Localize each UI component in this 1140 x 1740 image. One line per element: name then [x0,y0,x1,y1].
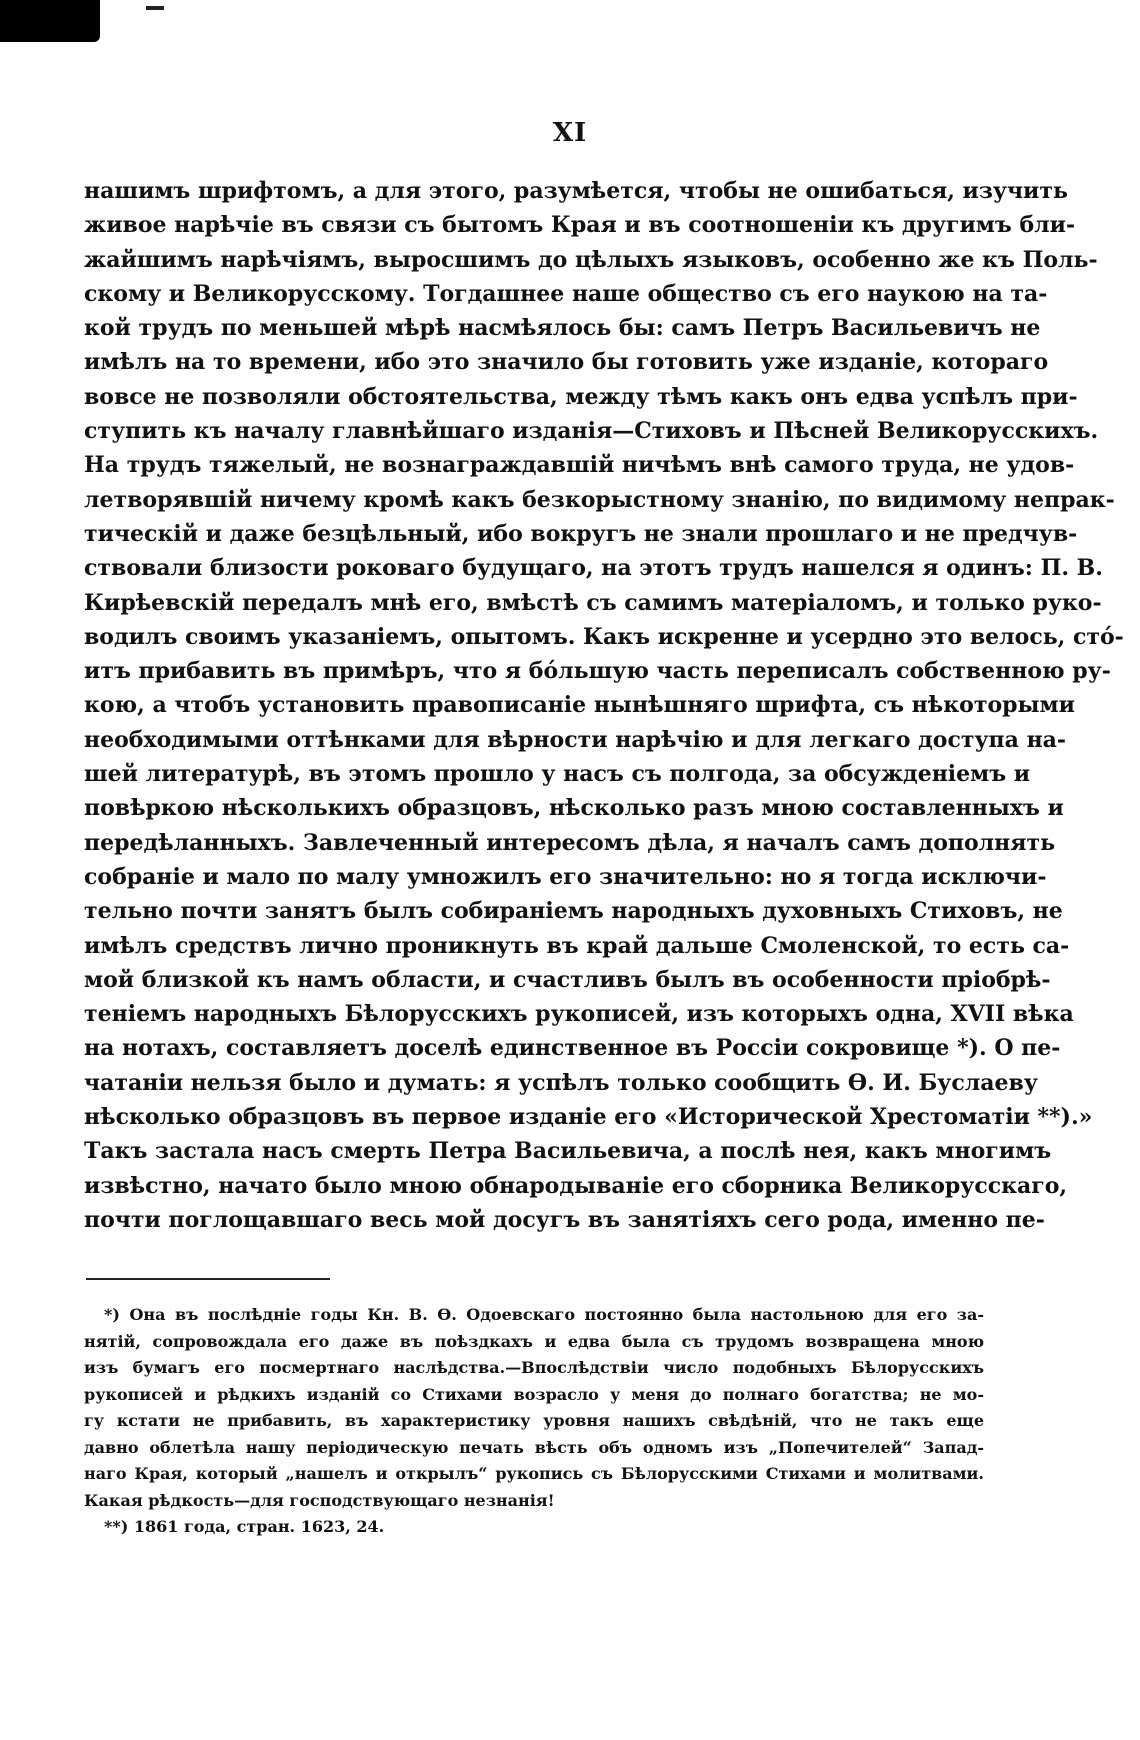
text-line: скому и Великорусскому. Тогдашнее наше общество съ его наукою на та- [84,280,1048,307]
text-line: жайшимъ нарѣчіямъ, выросшимъ до цѣлыхъ языковъ, особенно же къ Поль- [84,246,1098,273]
text-line: повѣркою нѣсколькихъ образцовъ, нѣсколько разъ мною составленныхъ и [84,795,1064,822]
footnote-line: *) Она въ послѣдніе годы Кн. В. Ѳ. Одоевскаго постоянно была настольною для его за- [104,1305,984,1324]
text-line: шей литературѣ, въ этомъ прошло у насъ съ полгода, за обсужденіемъ и [84,761,1031,788]
page-number: XI [552,118,588,148]
text-line: передѣланныхъ. Завлеченный интересомъ дѣла, я началъ самъ дополнять [84,829,1056,856]
text-line: Такъ застала насъ смерть Петра Васильевича, а послѣ нея, какъ многимъ [84,1138,1052,1165]
text-line: Кирѣевскій передалъ мнѣ его, вмѣстѣ съ самимъ матеріаломъ, и только руко- [84,589,1102,616]
footnote-line: Какая рѣдкость—для господствующаго незнанія! [84,1490,555,1510]
footnote-line: давно облетѣла нашу періодическую печать вѣсть объ одномъ изъ „Попечителей“ Запад- [84,1437,984,1457]
text-line: тическій и даже безцѣльный, ибо вокругъ не знали прошлаго и не предчув- [84,520,1078,547]
text-line: На трудъ тяжелый, не вознаграждавшій ничѣмъ внѣ самого труда, не удов- [84,452,1075,479]
text-line: летворявшій ничему кромѣ какъ безкорыстному знанію, по видимому непрак- [84,486,1115,513]
text-line: нѣсколько образцовъ въ первое изданіе его «Исторической Хрестоматіи **).» [84,1104,1093,1131]
text-line: почти поглощавшаго весь мой досугъ въ занятіяхъ сего рода, именно пе- [84,1206,1045,1233]
text-line: мой близкой къ намъ области, и счастливъ былъ въ особенности пріобрѣ- [84,966,1051,993]
text-line: имѣлъ средствъ лично проникнуть въ край дальше Смоленской, то есть са- [84,932,1070,959]
text-line: вовсе не позволяли обстоятельства, между тѣмъ какъ онъ едва успѣлъ при- [84,383,1078,410]
text-line: на нотахъ, составляетъ доселѣ единственное въ Россіи сокровище *). О пе- [84,1035,1061,1062]
footnote-line: **) 1861 года, стран. 1623, 24. [104,1517,385,1536]
scan-artifact-tick [146,6,164,10]
footnote-line: изъ бумагъ его посмертнаго наслѣдства.—Впослѣдствіи число подобныхъ Бѣлорусскихъ [84,1358,984,1377]
text-line: водилъ своимъ указаніемъ, опытомъ. Какъ искренне и усердно это велось, сто́- [84,623,1124,650]
text-line: необходимыми оттѣнками для вѣрности нарѣчію и для легкаго доступа на- [84,726,1067,753]
text-line: имѣлъ на то времени, ибо это значило бы готовить уже изданіе, котораго [84,349,1049,376]
text-line: собраніе и мало по малу умножилъ его значительно: но я тогда исключи- [84,863,1047,890]
footnote-line: наго Края, который „нашелъ и открылъ“ рукопись съ Бѣлорусскими Стихами и молитвами. [84,1464,984,1483]
footnote-line: гу кстати не прибавить, въ характеристику уровня нашихъ свѣдѣній, что не такъ еще [84,1411,984,1430]
text-line: кой трудъ по меньшей мѣрѣ насмѣялось бы: самъ Петръ Васильевичъ не [84,315,1041,342]
main-text [84,174,1124,1237]
scan-artifact-mark [0,0,100,42]
text-line: ствовали близости роковаго будущаго, на этотъ трудъ нашелся я одинъ: П. В. [84,555,1103,582]
text-line: чатаніи нельзя было и думать: я успѣлъ только сообщить Ѳ. И. Буслаеву [84,1069,1038,1096]
text-line: итъ прибавить въ примѣръ, что я бо́льшую часть переписалъ собственною ру- [84,658,1111,685]
text-line: тельно почти занятъ былъ собираніемъ народныхъ духовныхъ Стиховъ, не [84,898,1063,925]
footnote-divider [86,1278,330,1280]
footnote-line: рукописей и рѣдкихъ изданій со Стихами возрасло у меня до полнаго богатства; не мо- [84,1384,984,1404]
text-line: живое нарѣчіе въ связи съ бытомъ Края и въ соотношеніи къ другимъ бли- [84,212,1076,239]
text-line: ступить къ началу главнѣйшаго изданія—Стиховъ и Пѣсней Великорусскихъ. [84,418,1099,445]
footnotes [84,1302,984,1541]
text-line: теніемъ народныхъ Бѣлорусскихъ рукописей, изъ которыхъ одна, XVII вѣка [84,1001,1074,1028]
text-line: нашимъ шрифтомъ, а для этого, разумѣется, чтобы не ошибаться, изучить [84,178,1068,204]
text-line: извѣстно, начато было мною обнародываніе его сборника Великорусскаго, [84,1172,1068,1199]
text-line: кою, а чтобъ установить правописаніе нынѣшняго шрифта, съ нѣкоторыми [84,692,1075,719]
footnote-line: нятій, сопровождала его даже въ поѣздкахъ и едва была съ трудомъ возвращена мною [84,1331,984,1351]
